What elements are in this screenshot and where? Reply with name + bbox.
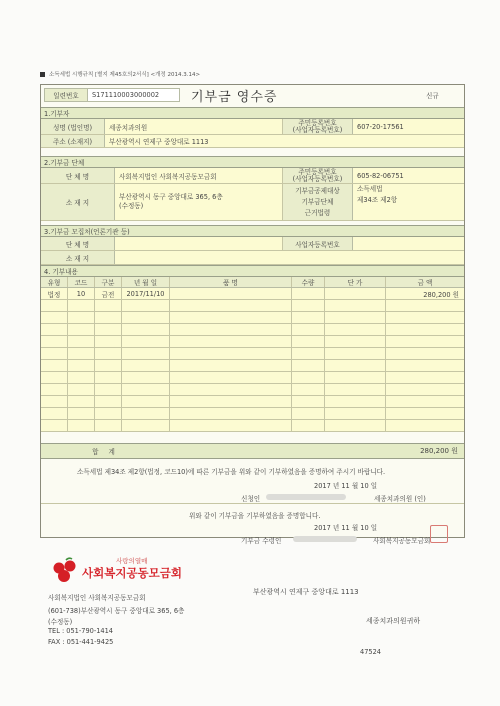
table-cell [170, 312, 292, 323]
col-date: 년 월 일 [122, 277, 170, 287]
table-cell [292, 360, 325, 371]
row-amount: 280,200 원 [423, 290, 459, 299]
table-row [41, 288, 464, 300]
org-address: 부산광역시 동구 중앙대로 365, 6층 (수정동) [115, 184, 283, 220]
org-name-row [41, 168, 464, 184]
table-row [41, 372, 464, 384]
collector-name-row [41, 237, 464, 251]
org-basis: 소득세법 제34조 제2항 [357, 185, 398, 204]
table-row [41, 324, 464, 336]
footer-fax: FAX : 051-441-9425 [48, 638, 114, 646]
table-cell [122, 420, 170, 431]
table-cell [386, 408, 464, 419]
table-cell [122, 408, 170, 419]
table-cell [170, 396, 292, 407]
table-cell [386, 372, 464, 383]
donor-name: 세종치과의원 [105, 119, 283, 134]
table-cell [41, 384, 68, 395]
applicant-name: 세종치과의원 (인) [374, 495, 426, 503]
mail-postcode: 47524 [360, 648, 381, 656]
org-name: 사회복지법인 사회복지공동모금회 [115, 168, 283, 183]
table-cell [68, 372, 95, 383]
table-cell [68, 360, 95, 371]
mail-recipient-name: 세종치과의원귀하 [366, 617, 421, 625]
section-contents-title: 4. 기부내용 [41, 265, 464, 277]
row-code: 10 [68, 288, 95, 299]
collector-biz-label: 사업자등록번호 [283, 237, 353, 250]
table-cell [170, 408, 292, 419]
table-cell [325, 396, 386, 407]
table-cell [68, 384, 95, 395]
table-cell [325, 420, 386, 431]
table-cell [41, 348, 68, 359]
table-cell [170, 384, 292, 395]
donor-id-label: 주민등록번호 (사업자등록번호) [283, 119, 353, 134]
total-amount: 280,200 원 [420, 447, 458, 455]
footer-tel: TEL : 051-790-1414 [48, 627, 113, 635]
collector-biz-number [353, 237, 463, 250]
table-cell [68, 396, 95, 407]
form-title: 기부금 영수증 [191, 89, 278, 105]
table-row [41, 408, 464, 420]
table-cell [41, 420, 68, 431]
table-cell [292, 300, 325, 311]
table-cell [325, 324, 386, 335]
table-cell [122, 300, 170, 311]
org-id-label: 주민등록번호 (사업자등록번호) [283, 168, 353, 183]
table-cell [386, 300, 464, 311]
table-cell [95, 312, 122, 323]
table-cell [170, 420, 292, 431]
table-cell [386, 336, 464, 347]
table-cell [386, 384, 464, 395]
new-label: 신규 [426, 92, 439, 100]
col-item: 품 명 [170, 277, 292, 287]
org-id: 605-82-06751 [357, 171, 404, 180]
table-cell [292, 312, 325, 323]
table-row [41, 312, 464, 324]
footer-org-full: 사회복지법인 사회복지공동모금회 [48, 594, 146, 602]
table-cell [95, 348, 122, 359]
table-cell [325, 360, 386, 371]
table-cell [41, 360, 68, 371]
table-cell [292, 396, 325, 407]
footer-address-1: (601-738)부산광역시 동구 중앙대로 365, 6층 [48, 607, 185, 615]
table-cell [95, 420, 122, 431]
row-type: 법정 [41, 288, 68, 299]
recipient-label: 기부금 수령인 [241, 537, 282, 545]
table-cell [68, 408, 95, 419]
serial-label: 일련번호 [44, 88, 88, 102]
table-cell [325, 408, 386, 419]
org-logo [50, 556, 190, 586]
collector-name [115, 237, 283, 250]
form-header-note: 소득세법 시행규칙 [별지 제45호의2서식] <개정 2014.3.14> [40, 70, 200, 78]
table-cell [325, 336, 386, 347]
donor-name-label: 성명 (법인명) [41, 119, 105, 134]
table-cell [386, 324, 464, 335]
table-cell [95, 372, 122, 383]
recipient-name: 사회복지공동모금회 [373, 537, 431, 545]
redacted-recipient [293, 536, 357, 542]
table-cell [292, 420, 325, 431]
table-cell [122, 384, 170, 395]
table-cell [325, 348, 386, 359]
collector-name-label: 단 체 명 [41, 237, 115, 250]
certify-date: 2017 년 11 월 10 일 [314, 482, 378, 490]
table-cell [292, 336, 325, 347]
table-cell [41, 324, 68, 335]
table-cell [122, 336, 170, 347]
org-address-row [41, 184, 464, 221]
table-cell [95, 384, 122, 395]
table-cell [95, 396, 122, 407]
table-cell [292, 408, 325, 419]
square-bullet-icon [40, 72, 45, 77]
table-cell [386, 348, 464, 359]
table-row [41, 384, 464, 396]
table-cell [68, 336, 95, 347]
org-name-label: 단 체 명 [41, 168, 115, 183]
table-cell [122, 360, 170, 371]
table-cell [41, 336, 68, 347]
fruit-logo-icon [50, 556, 80, 586]
table-cell [292, 384, 325, 395]
mail-recipient-address: 부산광역시 연제구 중앙대로 1113 [253, 588, 359, 596]
table-cell [170, 348, 292, 359]
donor-address: 부산광역시 연제구 중앙대로 1113 [109, 138, 209, 146]
table-cell [95, 300, 122, 311]
col-kind: 구분 [95, 277, 122, 287]
table-row [41, 336, 464, 348]
table-cell [95, 324, 122, 335]
table-cell [95, 336, 122, 347]
applicant-label: 신청인 [241, 495, 261, 503]
table-cell [68, 324, 95, 335]
table-cell [292, 372, 325, 383]
total-row [41, 443, 464, 459]
collector-address-row [41, 251, 464, 265]
table-cell [41, 408, 68, 419]
donor-address-label: 주소 (소재지) [41, 135, 105, 147]
table-cell [386, 312, 464, 323]
col-code: 코드 [68, 277, 95, 287]
certify-text: 소득세법 제34조 제2항(법정, 코드10)에 따른 기부금을 위와 같이 기부하였음을 증명하여 주시기 바랍니다. [77, 468, 386, 476]
redacted-applicant [266, 494, 346, 500]
row-qty [292, 288, 325, 299]
row-kind: 금전 [95, 288, 122, 299]
table-cell [122, 348, 170, 359]
table-cell [68, 300, 95, 311]
row-date: 2017/11/10 [122, 288, 170, 299]
table-cell [325, 372, 386, 383]
table-cell [170, 360, 292, 371]
table-cell [170, 372, 292, 383]
table-cell [386, 396, 464, 407]
table-cell [95, 408, 122, 419]
table-row [41, 420, 464, 432]
table-row [41, 300, 464, 312]
table-cell [122, 372, 170, 383]
row-item [170, 288, 292, 299]
table-cell [325, 300, 386, 311]
footer-address-2: (수정동) [48, 618, 73, 626]
logo-name: 사회복지공동모금회 [82, 566, 182, 580]
table-cell [386, 360, 464, 371]
table-cell [41, 372, 68, 383]
col-qty: 수량 [292, 277, 325, 287]
table-cell [41, 396, 68, 407]
table-cell [170, 336, 292, 347]
org-address-label: 소 재 지 [41, 184, 115, 220]
receipt-form [40, 84, 465, 545]
table-cell [292, 324, 325, 335]
col-amount: 금 액 [417, 279, 433, 287]
certify-divider [41, 503, 464, 504]
logo-slogan: 사랑의열매 [116, 557, 148, 565]
org-basis-label: 기부금공제대상 기부금단체 근거법령 [283, 184, 353, 220]
table-cell [170, 300, 292, 311]
table-row [41, 348, 464, 360]
col-price: 단 가 [325, 277, 386, 287]
confirm-text: 위와 같이 기부금을 기부하였음을 증명합니다. [189, 512, 321, 520]
table-cell [325, 312, 386, 323]
donor-name-row [41, 119, 464, 135]
section-donor-title: 1.기부자 [41, 107, 464, 119]
collector-address [115, 251, 463, 264]
contents-header [41, 277, 464, 288]
table-cell [41, 312, 68, 323]
table-cell [95, 360, 122, 371]
table-cell [68, 348, 95, 359]
table-cell [122, 312, 170, 323]
table-cell [170, 324, 292, 335]
official-seal-icon [430, 525, 448, 543]
row-price [325, 288, 386, 299]
table-row [41, 396, 464, 408]
title-row [41, 85, 464, 105]
section-collector-title: 3.기부금 모집처(언론기관 등) [41, 225, 464, 237]
serial-number: S171110003000002 [88, 88, 180, 102]
donor-address-row [41, 135, 464, 148]
col-type: 유형 [41, 277, 68, 287]
confirm-date: 2017 년 11 월 10 일 [314, 524, 378, 532]
collector-address-label: 소 재 지 [41, 251, 115, 264]
total-label: 합 계 [92, 448, 119, 456]
section-org-title: 2.기부금 단체 [41, 156, 464, 168]
table-cell [292, 348, 325, 359]
table-cell [122, 324, 170, 335]
table-row [41, 360, 464, 372]
table-cell [122, 396, 170, 407]
table-cell [325, 384, 386, 395]
table-cell [41, 300, 68, 311]
table-cell [386, 420, 464, 431]
donor-id: 607-20-17561 [357, 122, 404, 131]
table-cell [68, 312, 95, 323]
table-cell [68, 420, 95, 431]
